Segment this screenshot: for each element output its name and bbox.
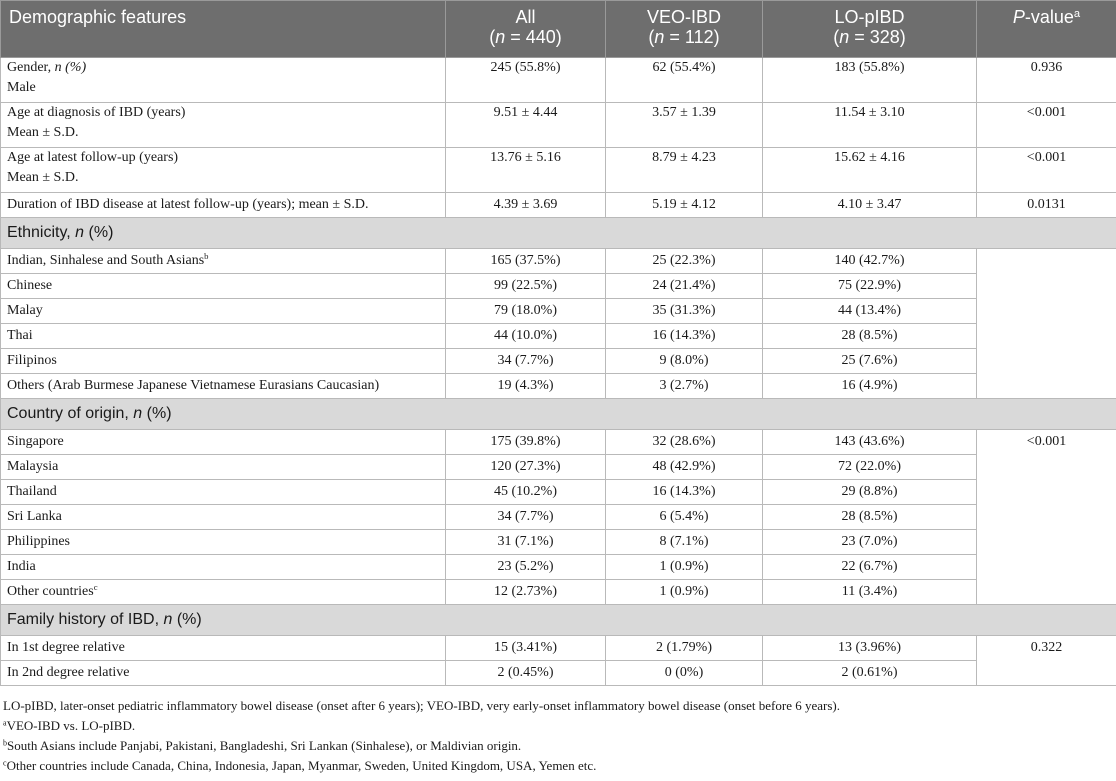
- country-all: 45 (10.2%): [446, 480, 606, 505]
- country-all: 34 (7.7%): [446, 505, 606, 530]
- duration-label: Duration of IBD disease at latest follow-up (years); mean ± S.D.: [1, 193, 446, 218]
- ethnicity-p: [977, 249, 1116, 399]
- ethnicity-section-header: Ethnicity, n (%): [1, 218, 1116, 249]
- header-all-n: (n = 440): [489, 27, 562, 47]
- table-row: [1, 580, 1116, 605]
- duration-row: [1, 193, 1116, 218]
- header-demographic-features: Demographic features: [1, 1, 446, 58]
- table-row: [1, 480, 1116, 505]
- country-veo: 16 (14.3%): [606, 480, 763, 505]
- duration-all: 4.39 ± 3.69: [446, 193, 606, 218]
- table-row: [1, 636, 1116, 661]
- ethnicity-veo: 3 (2.7%): [606, 374, 763, 399]
- ethnicity-veo: 35 (31.3%): [606, 299, 763, 324]
- gender-label: Gender, n (%) Male: [1, 58, 446, 103]
- country-all: 23 (5.2%): [446, 555, 606, 580]
- family-all: 15 (3.41%): [446, 636, 606, 661]
- footnote-abbreviations: LO-pIBD, later-onset pediatric inflammatory bowel disease (onset after 6 years); VEO-IBD, very early-onset inflammatory bowel disease (onset before 6 years).: [3, 698, 840, 713]
- country-label: Thailand: [1, 480, 446, 505]
- table-row: [1, 455, 1116, 480]
- country-label: Other countries$^c$: [1, 580, 446, 605]
- table-row: [1, 505, 1116, 530]
- ethnicity-lo: 44 (13.4%): [763, 299, 977, 324]
- country-lo: 22 (6.7%): [763, 555, 977, 580]
- country-all: 120 (27.3%): [446, 455, 606, 480]
- gender-veo: 62 (55.4%): [606, 58, 763, 103]
- ethnicity-label: Others (Arab Burmese Japanese Vietnamese Eurasians Caucasian): [1, 374, 446, 399]
- header-lo-label: LO-pIBD: [834, 7, 905, 27]
- country-lo: 29 (8.8%): [763, 480, 977, 505]
- country-veo: 6 (5.4%): [606, 505, 763, 530]
- ethnicity-veo: 9 (8.0%): [606, 349, 763, 374]
- header-lo-pibd: [763, 1, 977, 58]
- country-label: Sri Lanka: [1, 505, 446, 530]
- country-section-header: Country of origin, n (%): [1, 399, 1116, 430]
- ethnicity-all: 34 (7.7%): [446, 349, 606, 374]
- ethnicity-all: 99 (22.5%): [446, 274, 606, 299]
- table-row: [1, 661, 1116, 686]
- country-all: 12 (2.73%): [446, 580, 606, 605]
- age-followup-all: 13.76 ± 5.16: [446, 148, 606, 193]
- header-veo-n: (n = 112): [648, 27, 720, 47]
- family-veo: 0 (0%): [606, 661, 763, 686]
- ethnicity-all: 79 (18.0%): [446, 299, 606, 324]
- country-label: Philippines: [1, 530, 446, 555]
- country-veo: 48 (42.9%): [606, 455, 763, 480]
- ethnicity-lo: 16 (4.9%): [763, 374, 977, 399]
- country-label: Malaysia: [1, 455, 446, 480]
- ethnicity-veo: 25 (22.3%): [606, 249, 763, 274]
- age-followup-veo: 8.79 ± 4.23: [606, 148, 763, 193]
- country-veo: 1 (0.9%): [606, 580, 763, 605]
- gender-p: 0.936: [977, 58, 1116, 103]
- country-lo: 23 (7.0%): [763, 530, 977, 555]
- footnote-b: $^b$South Asians include Panjabi, Pakistani, Bangladeshi, Sri Lankan (Sinhalese), or Maldivian origin.: [3, 738, 522, 753]
- country-label: Singapore: [1, 430, 446, 455]
- age-diagnosis-label: Age at diagnosis of IBD (years) Mean ± S.D.: [1, 103, 446, 148]
- ethnicity-lo: 75 (22.9%): [763, 274, 977, 299]
- country-label: India: [1, 555, 446, 580]
- country-veo: 8 (7.1%): [606, 530, 763, 555]
- header-row: [1, 1, 1116, 58]
- ethnicity-veo: 24 (21.4%): [606, 274, 763, 299]
- age-diagnosis-all: 9.51 ± 4.44: [446, 103, 606, 148]
- header-lo-n: (n = 328): [833, 27, 906, 47]
- gender-row: [1, 58, 1116, 103]
- ethnicity-label: Filipinos: [1, 349, 446, 374]
- family-lo: 2 (0.61%): [763, 661, 977, 686]
- family-p: 0.322: [977, 636, 1116, 686]
- table-row: [1, 349, 1116, 374]
- age-diagnosis-veo: 3.57 ± 1.39: [606, 103, 763, 148]
- country-all: 175 (39.8%): [446, 430, 606, 455]
- country-all: 31 (7.1%): [446, 530, 606, 555]
- header-all: [446, 1, 606, 58]
- ethnicity-lo: 28 (8.5%): [763, 324, 977, 349]
- ethnicity-label: Thai: [1, 324, 446, 349]
- ethnicity-lo: 140 (42.7%): [763, 249, 977, 274]
- duration-lo: 4.10 ± 3.47: [763, 193, 977, 218]
- family-label: In 2nd degree relative: [1, 661, 446, 686]
- footnote-c: $^c$Other countries include Canada, China, Indonesia, Japan, Myanmar, Sweden, United Kingdom, USA, Yemen etc.: [3, 758, 597, 773]
- family-veo: 2 (1.79%): [606, 636, 763, 661]
- ethnicity-lo: 25 (7.6%): [763, 349, 977, 374]
- table-row: [1, 324, 1116, 349]
- country-p: <0.001: [977, 430, 1116, 605]
- ethnicity-label: Indian, Sinhalese and South Asians$^b$: [1, 249, 446, 274]
- age-followup-p: <0.001: [977, 148, 1116, 193]
- ethnicity-all: 44 (10.0%): [446, 324, 606, 349]
- gender-all: 245 (55.8%): [446, 58, 606, 103]
- country-veo: 1 (0.9%): [606, 555, 763, 580]
- age-diagnosis-row: [1, 103, 1116, 148]
- country-lo: 28 (8.5%): [763, 505, 977, 530]
- table-row: [1, 249, 1116, 274]
- header-all-label: All: [515, 7, 536, 27]
- family-lo: 13 (3.96%): [763, 636, 977, 661]
- country-lo: 143 (43.6%): [763, 430, 977, 455]
- family-section-header: Family history of IBD, n (%): [1, 605, 1116, 636]
- age-diagnosis-p: <0.001: [977, 103, 1116, 148]
- ethnicity-label: Malay: [1, 299, 446, 324]
- footnote-a: $^a$VEO-IBD vs. LO-pIBD.: [3, 718, 136, 733]
- country-veo: 32 (28.6%): [606, 430, 763, 455]
- age-followup-row: [1, 148, 1116, 193]
- table-row: [1, 299, 1116, 324]
- table-row: [1, 374, 1116, 399]
- gender-lo: 183 (55.8%): [763, 58, 977, 103]
- ethnicity-all: 19 (4.3%): [446, 374, 606, 399]
- duration-p: 0.0131: [977, 193, 1116, 218]
- age-followup-label: Age at latest follow-up (years) Mean ± S.D.: [1, 148, 446, 193]
- table-row: [1, 530, 1116, 555]
- ethnicity-label: Chinese: [1, 274, 446, 299]
- header-veo-label: VEO-IBD: [646, 7, 721, 27]
- table-row: [1, 555, 1116, 580]
- table-footnotes: [0, 696, 1113, 776]
- country-lo: 11 (3.4%): [763, 580, 977, 605]
- ethnicity-veo: 16 (14.3%): [606, 324, 763, 349]
- table-row: [1, 430, 1116, 455]
- age-followup-lo: 15.62 ± 4.16: [763, 148, 977, 193]
- country-lo: 72 (22.0%): [763, 455, 977, 480]
- table-row: [1, 274, 1116, 299]
- family-label: In 1st degree relative: [1, 636, 446, 661]
- age-diagnosis-lo: 11.54 ± 3.10: [763, 103, 977, 148]
- duration-veo: 5.19 ± 4.12: [606, 193, 763, 218]
- header-veo-ibd: [606, 1, 763, 58]
- ethnicity-all: 165 (37.5%): [446, 249, 606, 274]
- header-p-value: P-value$^a$: [977, 1, 1116, 58]
- family-all: 2 (0.45%): [446, 661, 606, 686]
